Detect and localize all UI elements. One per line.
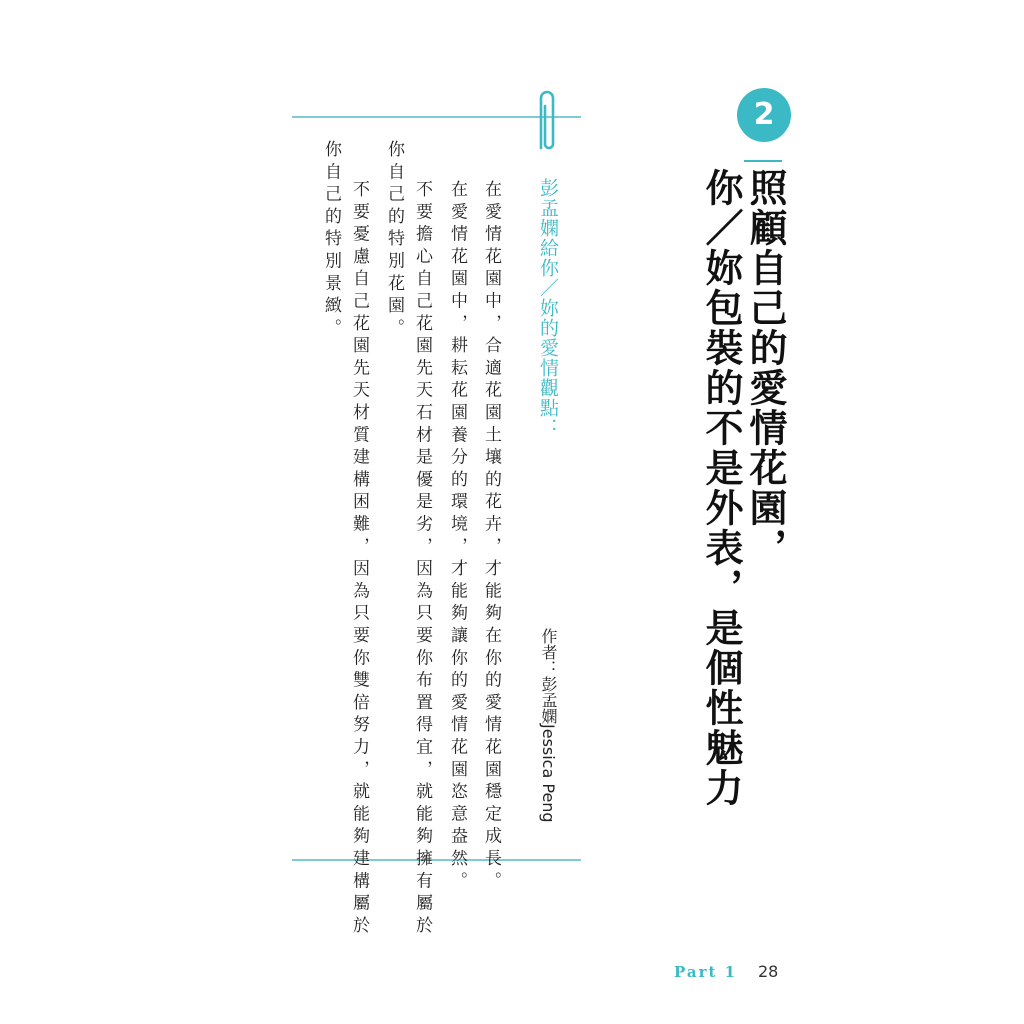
author-credit — [538, 628, 558, 823]
body-paragraph-4-continued: 你自己的特別景緻。 — [321, 140, 341, 341]
part-label: Part 1 — [674, 963, 738, 981]
box-heading: 彭孟嫻給你／妳的愛情觀點： — [537, 178, 559, 438]
body-paragraph-3: 不要擔心自己花園先天石材是優是劣，因為只要你布置得宜，就能夠擁有屬於 — [412, 180, 432, 939]
box-bottom-rule — [292, 859, 581, 861]
page-number: 28 — [758, 962, 779, 981]
chapter-title-line-1: 照顧自己的愛情花園， — [743, 168, 788, 568]
body-paragraph-1: 在愛情花園中，合適花園土壤的花卉，才能夠在你的愛情花園穩定成長。 — [481, 180, 501, 894]
body-paragraph-3-continued: 你自己的特別花園。 — [384, 140, 404, 341]
author-name: 作者：彭孟嫻 — [539, 628, 558, 724]
chapter-number-badge: 2 — [737, 88, 791, 142]
chapter-title-rule — [744, 160, 782, 162]
body-paragraph-2: 在愛情花園中，耕耘花園養分的環境，才能夠讓你的愛情花園恣意盎然。 — [447, 180, 467, 894]
chapter-title-line-2: 你／妳包裝的不是外表，是個性魅力 — [699, 168, 744, 808]
paperclip-icon — [534, 86, 560, 156]
author-name-latin: Jessica Peng — [539, 724, 558, 823]
body-paragraph-4: 不要憂慮自己花園先天材質建構困難，因為只要你雙倍努力，就能夠建構屬於 — [349, 180, 369, 939]
